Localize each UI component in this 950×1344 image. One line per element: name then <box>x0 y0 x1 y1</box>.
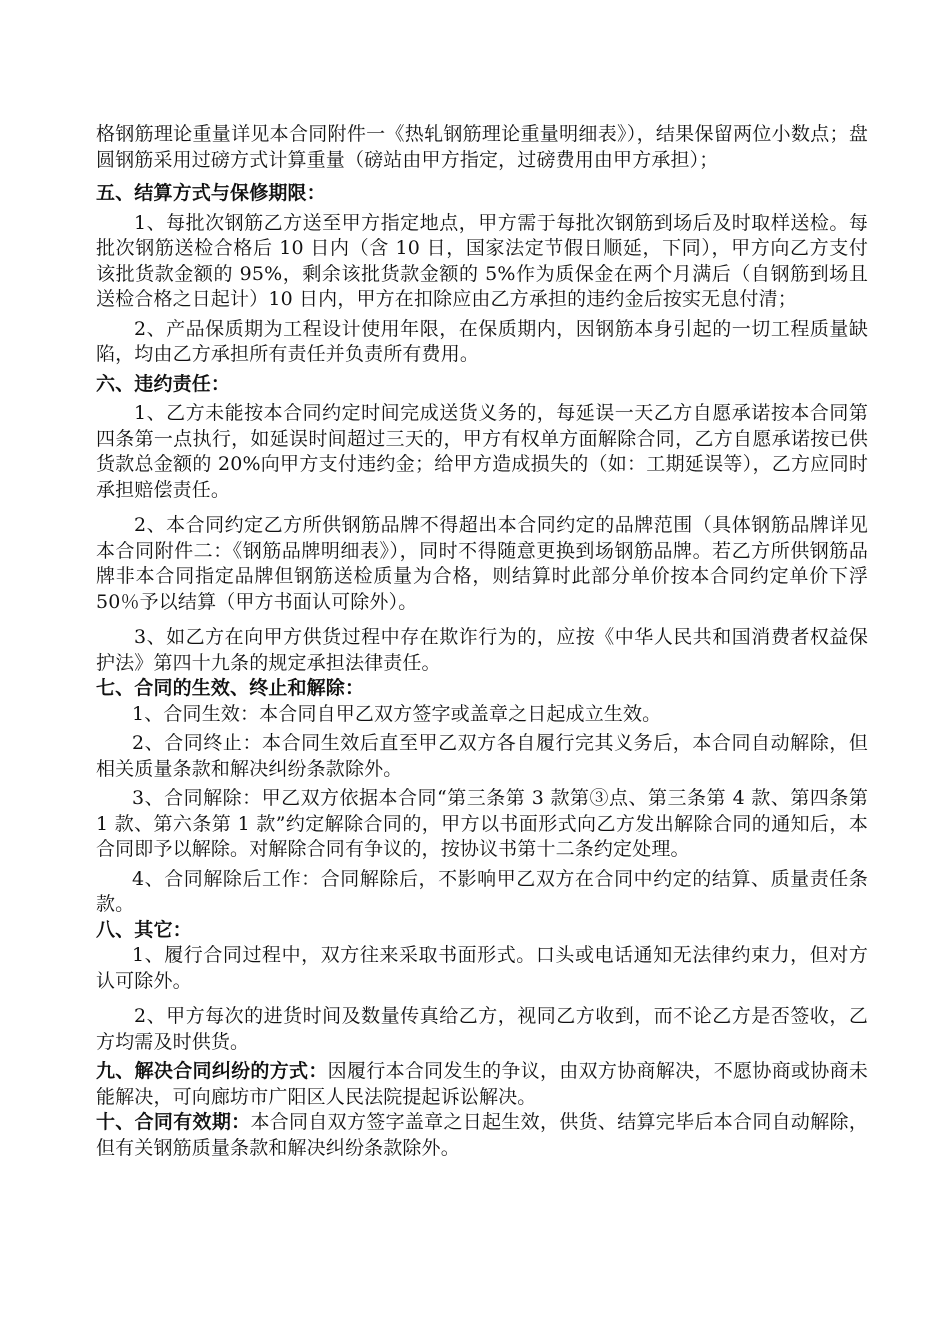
contract-body <box>96 122 868 1161</box>
section-8-item-1: 1、履行合同过程中，双方往来采取书面形式。口头或电话通知无法律约束力，但对方认可除外。 <box>96 944 868 992</box>
section-9 <box>96 1059 868 1110</box>
section-10-text: 本合同自双方签字盖章之日起生效，供货、结算完毕后本合同自动解除，但有关钢筋质量条款和解决纠纷条款除外。 <box>96 1111 868 1159</box>
section-5-item-1: 1、每批次钢筋乙方送至甲方指定地点，甲方需于每批次钢筋到场后及时取样送检。每批次钢筋送检合格后 10 日内（含 10 日，国家法定节假日顺延，下同），甲方向乙方支付该批货款金额的 95%，剩余该批货款金额的 5%作为质保金在两个月满后（自钢筋到场且送检合格之日起计）10 日内，甲方在扣除应由乙方承担的违约金后按实无息付清； <box>96 211 868 310</box>
section-6-heading: 六、违约责任： <box>96 372 231 395</box>
section-6-item-2: 2、本合同约定乙方所供钢筋品牌不得超出本合同约定的品牌范围（具体钢筋品牌详见本合同附件二：《钢筋品牌明细表》），同时不得随意更换到场钢筋品牌。若乙方所供钢筋品牌非本合同指定品牌但钢筋送检质量为合格，则结算时此部分单价按本合同约定单价下浮 50％予以结算（甲方书面认可除外）。 <box>96 514 868 613</box>
section-7-heading: 七、合同的生效、终止和解除： <box>96 677 365 699</box>
section-7-item-2: 2、合同终止：本合同生效后直至甲乙双方各自履行完其义务后，本合同自动解除，但相关质量条款和解决纠纷条款除外。 <box>96 732 868 780</box>
section-10 <box>96 1110 868 1161</box>
section-5-item-2: 2、产品保质期为工程设计使用年限，在保质期内，因钢筋本身引起的一切工程质量缺陷，均由乙方承担所有责任并负责所有费用。 <box>96 317 868 365</box>
section-7-item-3: 3、合同解除：甲乙双方依据本合同“第三条第 3 款第③点、第三条第 4 款、第四条第 1 款、第六条第 1 款”约定解除合同的，甲方以书面形式向乙方发出解除合同的通知后，本合同即予以解除。对解除合同有争议的，按协议书第十二条约定处理。 <box>96 787 868 860</box>
section-7-item-1: 1、合同生效：本合同自甲乙双方签字或盖章之日起成立生效。 <box>132 702 662 725</box>
section-8-item-2: 2、甲方每次的进货时间及数量传真给乙方，视同乙方收到，而不论乙方是否签收，乙方均需及时供货。 <box>96 1005 868 1053</box>
section-9-heading: 九、解决合同纠纷的方式： <box>96 1060 328 1082</box>
section-5-heading: 五、结算方式与保修期限： <box>96 182 326 204</box>
paragraph-continuation: 格钢筋理论重量详见本合同附件一《热轧钢筋理论重量明细表》），结果保留两位小数点；盘圆钢筋采用过磅方式计算重量（磅站由甲方指定，过磅费用由甲方承担）； <box>96 123 868 171</box>
section-8-heading: 八、其它： <box>96 918 192 941</box>
section-9-text: 因履行本合同发生的争议，由双方协商解决，不愿协商或协商未能解决，可向廊坊市广阳区人民法院提起诉讼解决。 <box>96 1060 869 1108</box>
section-7-item-4: 4、合同解除后工作：合同解除后，不影响甲乙双方在合同中约定的结算、质量责任条款。 <box>96 867 868 915</box>
section-6-item-3: 3、如乙方在向甲方供货过程中存在欺诈行为的，应按《中华人民共和国消费者权益保护法》第四十九条的规定承担法律责任。 <box>96 626 868 674</box>
section-10-heading: 十、合同有效期： <box>96 1111 251 1133</box>
section-6-item-1: 1、乙方未能按本合同约定时间完成送货义务的，每延误一天乙方自愿承诺按本合同第四条第一点执行，如延误时间超过三天的，甲方有权单方面解除合同，乙方自愿承诺按已供货款总金额的 20%向甲方支付违约金；给甲方造成损失的（如：工期延误等），乙方应同时承担赔偿责任。 <box>96 402 868 501</box>
